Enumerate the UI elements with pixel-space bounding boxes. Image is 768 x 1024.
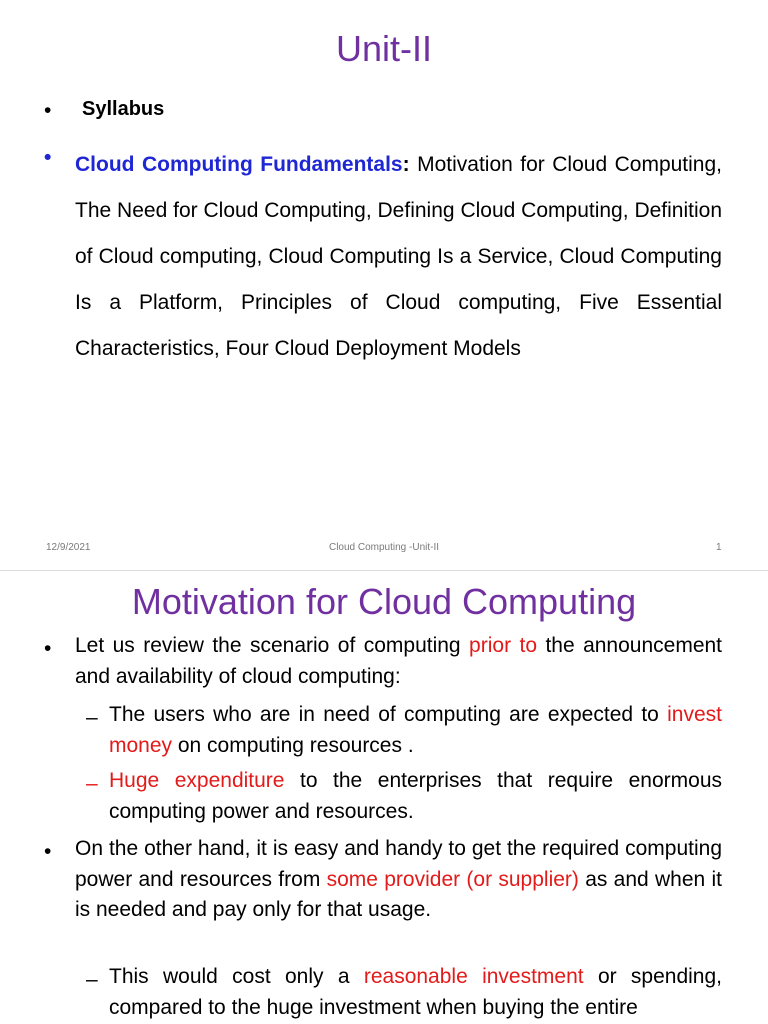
topic-colon: : <box>402 153 410 176</box>
bullet-1-highlight: prior to <box>469 634 538 657</box>
sub-bullet-2-highlight: Huge expenditure <box>109 769 285 792</box>
sub-bullet-3-text-a: This would cost only a <box>109 965 364 988</box>
sub-bullet-1-highlight: invest money <box>109 703 722 757</box>
dash-icon: – <box>86 706 98 729</box>
bullet-1-text-b: the announcement and availability of cloud computing: <box>75 634 723 688</box>
sub-bullet-1-text <box>109 700 722 761</box>
bullet-icon: • <box>44 99 52 122</box>
bullet-1-text <box>75 631 722 692</box>
bullet-2-text-a: On the other hand, it is easy and handy to get the required computing power and resources from <box>75 837 722 891</box>
syllabus-content <box>75 142 722 372</box>
bullet-2-highlight: some provider (or supplier) <box>326 867 579 891</box>
bullet-icon: • <box>44 840 52 863</box>
sub-bullet-3-text-b: or spending, compared to the huge investment when buying the entire <box>109 965 723 1019</box>
footer-title: Cloud Computing -Unit-II <box>328 542 440 553</box>
sub-bullet-2-text <box>109 766 722 827</box>
sub-bullet-3-text <box>109 962 722 1023</box>
topic-list: Motivation for Cloud Computing, The Need for Cloud Computing, Defining Cloud Computing, Definition of Cloud computing, Cloud Computing Is a Service, Cloud Computing Is a Platform, Principles of Cloud computing, Five Essential Characteristics, Four Cloud Deployment Models <box>75 153 723 360</box>
dash-icon: – <box>86 968 98 991</box>
bullet-2-text <box>75 834 722 926</box>
slide-1-title: Unit-II <box>335 28 432 69</box>
sub-bullet-1-text-a: The users who are in need of computing are expected to <box>109 703 668 726</box>
dash-icon: – <box>86 772 98 795</box>
bullet-icon: • <box>44 146 52 169</box>
slide-2-title: Motivation for Cloud Computing <box>131 581 637 622</box>
footer-date: 12/9/2021 <box>46 542 91 553</box>
slide-2 <box>0 571 768 1024</box>
syllabus-label: Syllabus <box>82 98 165 120</box>
sub-bullet-2-text-b: to the enterprises that require enormous computing power and resources. <box>109 769 722 823</box>
bullet-1-text-a: Let us review the scenario of computing <box>75 634 470 657</box>
topic-heading: Cloud Computing Fundamentals <box>75 153 403 176</box>
footer-page-number: 1 <box>716 542 722 553</box>
bullet-icon: • <box>44 637 52 660</box>
bullet-2-text-b: as and when it is needed and pay only for that usage. <box>75 867 722 921</box>
sub-bullet-3-highlight: reasonable investment <box>363 965 584 988</box>
sub-bullet-1-text-b: on computing resources . <box>172 733 414 757</box>
